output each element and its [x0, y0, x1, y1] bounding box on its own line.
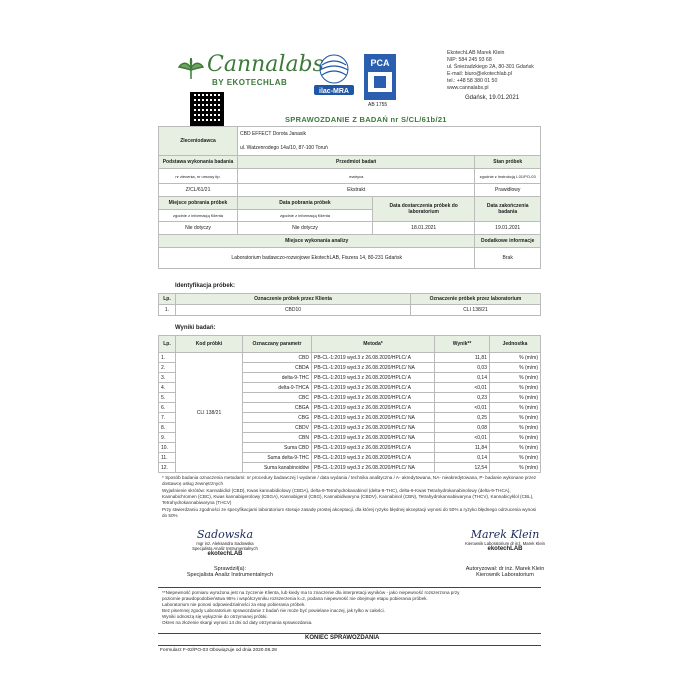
id-col-lab: Oznaczenie próbek przez laboratorium [411, 294, 541, 305]
company-email: E-mail: biuro@ekotechlab.pl [447, 71, 512, 77]
pca-logo [364, 54, 396, 105]
res-lp: 8. [159, 423, 176, 433]
left-signature: Sadowska [196, 528, 254, 541]
company-phone: tel.: +48 58 380 01 50 [447, 78, 498, 84]
id-col-client: Oznaczenie próbek przez Klienta [176, 294, 411, 305]
res-result: 0,25 [435, 413, 490, 423]
left-role [170, 566, 290, 578]
res-lp: 12. [159, 463, 176, 473]
method-notes [162, 475, 542, 519]
res-unit: % (m/m) [490, 423, 541, 433]
right-role-label: Autoryzował: dr inż. Marek Klein [465, 566, 545, 572]
res-unit: % (m/m) [490, 413, 541, 423]
id-row-lab: CLI 138/21 [411, 305, 541, 316]
client-address: ul. Watzenrodego 14a/10, 87-100 Toruń [238, 141, 541, 156]
report-title: SPRAWOZDANIE Z BADAŃ nr S/CL/61b/21 [285, 115, 447, 124]
basis-value: Z/CL/61/21 [159, 184, 238, 197]
logo-name: Cannalabs [207, 52, 324, 77]
basis-label: Podstawa wykonania badania [159, 156, 238, 169]
table-row [159, 305, 541, 316]
res-col-param: Oznaczany parametr [243, 336, 312, 353]
res-col-code: Kod próbki [176, 336, 243, 353]
state-sub: zgodnie z Instrukcją I-01/PO-03 [475, 169, 541, 184]
divider [158, 645, 541, 646]
res-method: PB-CL-1:2019 wyd.3 z 26.08.2020/HPLC/ NA [312, 363, 435, 373]
res-param: CBC [243, 393, 312, 403]
right-role [440, 566, 570, 578]
left-role-title: Specjalista Analiz Instrumentalnych [186, 572, 274, 578]
extra-info-value: Brak [475, 248, 541, 269]
client-label: Zleceniodawca [159, 127, 238, 156]
res-method: PB-CL-1:2019 wyd.3 z 26.08.2020/HPLC/ A [312, 393, 435, 403]
res-lp: 3. [159, 373, 176, 383]
disclaimer-line: Wyniki odnoszą się wyłącznie do otrzymanej próbki. [162, 614, 268, 619]
subject-sub: matryca [238, 169, 475, 184]
res-lp: 5. [159, 393, 176, 403]
extra-info-label: Dodatkowe informacje [475, 235, 541, 248]
res-result: 0,14 [435, 453, 490, 463]
res-method: PB-CL-1:2019 wyd.3 z 26.08.2020/HPLC/ NA [312, 423, 435, 433]
sampling-date-sub: zgodnie z informacją Klienta [238, 210, 373, 222]
left-signature-block [170, 528, 280, 557]
res-method: PB-CL-1:2019 wyd.3 z 26.08.2020/HPLC/ A [312, 373, 435, 383]
res-result: <0,01 [435, 383, 490, 393]
company-name: EkotechLAB Marek Klein [447, 50, 505, 56]
note-method: * Sposób badania oznaczenia metodami: nr procedury badawczej / wydanie / data wydania / technika analityczna / A- akredytowana, NA- nieakredytowana, P- badanie wykonane przez dostawcę usług zewnętrznych [162, 475, 537, 486]
res-method: PB-CL-1:2019 wyd.3 z 26.08.2020/HPLC/ A [312, 443, 435, 453]
divider [158, 587, 541, 588]
company-website: www.cannalabs.pl [447, 85, 489, 91]
res-method: PB-CL-1:2019 wyd.3 z 26.08.2020/HPLC/ A [312, 403, 435, 413]
disclaimer-line: **Niepewność pomiaru wyrażona jest na życzenie Klienta, lub kiedy ma to znaczenie dla interpretacji wyników - jako niepewność rozszerzona przy [162, 590, 460, 595]
res-col-unit: Jednostka [490, 336, 541, 353]
res-param: delta-9-THC [243, 373, 312, 383]
qr-code-icon [190, 92, 224, 126]
company-info [447, 50, 534, 92]
res-lp: 10. [159, 443, 176, 453]
disclaimer-line: Okres na złożenie skargi wynosi 14 dni od daty otrzymania sprawozdania. [162, 620, 313, 625]
res-method: PB-CL-1:2019 wyd.3 z 26.08.2020/HPLC/ NA [312, 413, 435, 423]
res-result: 12,54 [435, 463, 490, 473]
logo-subtitle: BY EKOTECHLAB [212, 78, 288, 87]
res-unit: % (m/m) [490, 383, 541, 393]
res-unit: % (m/m) [490, 403, 541, 413]
res-lp: 2. [159, 363, 176, 373]
res-unit: % (m/m) [490, 433, 541, 443]
basis-sub: nr zlecenia, nr umowy itp. [159, 169, 238, 184]
right-signature: Marek Klein [470, 528, 540, 541]
res-param: CBDV [243, 423, 312, 433]
res-lp: 6. [159, 403, 176, 413]
res-result: <0,01 [435, 403, 490, 413]
res-param: CBN [243, 433, 312, 443]
res-param: Suma kanabinoidów [243, 463, 312, 473]
disclaimer-line: Bez pisemnej zgody Laboratorium sprawozdanie z badań nie może być powielane inaczej, jak tylko w całości. [162, 608, 385, 613]
res-method: PB-CL-1:2019 wyd.3 z 26.08.2020/HPLC/ NA [312, 433, 435, 443]
identification-heading: Identyfikacja próbek: [175, 283, 236, 289]
info-table [158, 126, 541, 269]
res-param: CBDA [243, 363, 312, 373]
left-signer-name: mgr inż. Aleksandra Sadowska [196, 541, 254, 546]
id-col-lp: Lp. [159, 294, 176, 305]
sampling-date-label: Data pobrania próbek [238, 197, 373, 210]
analysis-place-label: Miejsce wykonania analizy [159, 235, 475, 248]
sampling-place-sub: zgodnie z informacją Klienta [159, 210, 238, 222]
sampling-place-value: Nie dotyczy [159, 222, 238, 235]
res-sample-code: CLI 138/21 [176, 353, 243, 473]
res-result: 0,03 [435, 363, 490, 373]
res-result: 0,08 [435, 423, 490, 433]
delivery-date-label: Data dostarczenia próbek do laboratorium [373, 197, 475, 222]
delivery-date-value: 18.01.2021 [373, 222, 475, 235]
table-row [159, 353, 541, 363]
res-unit: % (m/m) [490, 453, 541, 463]
divider [158, 633, 541, 634]
client-name: CBD EFFECT Dorota Janasik [238, 127, 541, 142]
res-unit: % (m/m) [490, 373, 541, 383]
disclaimer-line: poziomie prawdopodobieństwa 95% i współczynniku rozszerzenia k=2, podana niepewność nie obejmuje etapu pobierania próbek. [162, 596, 428, 601]
res-unit: % (m/m) [490, 443, 541, 453]
right-signer-name: Kierownik Laboratorium dr inż. Marek Klein [465, 541, 545, 546]
results-heading: Wyniki badań: [175, 325, 216, 331]
left-signer-title: Specjalista Analiz Instrumentalnych [192, 546, 258, 551]
res-param: Suma delta-9-THC [243, 453, 312, 463]
res-lp: 9. [159, 433, 176, 443]
disclaimer-line: Laboratorium nie ponosi odpowiedzialności za etap pobierania próbek. [162, 602, 306, 607]
left-brand: ekotechLAB [207, 551, 243, 557]
res-result: 11,81 [435, 353, 490, 363]
res-method: PB-CL-1:2019 wyd.3 z 26.08.2020/HPLC/ A [312, 383, 435, 393]
ab-number: AB 1755 [368, 102, 388, 108]
company-nip: NIP: 584 245 93 68 [447, 57, 492, 63]
res-method: PB-CL-1:2019 wyd.3 z 26.08.2020/HPLC/ A [312, 353, 435, 363]
res-param: CBGA [243, 403, 312, 413]
identification-table [158, 293, 541, 316]
state-value: Prawidłowy [475, 184, 541, 197]
res-lp: 4. [159, 383, 176, 393]
right-brand: ekotechLAB [487, 546, 523, 552]
svg-text:ilac-MRA: ilac-MRA [319, 88, 349, 95]
disclaimer [162, 590, 542, 626]
res-col-method: Metoda* [312, 336, 435, 353]
res-result: 0,23 [435, 393, 490, 403]
subject-value: Ekstrakt [238, 184, 475, 197]
res-col-result: Wynik** [435, 336, 490, 353]
res-param: delta-9-THCA [243, 383, 312, 393]
res-unit: % (m/m) [490, 363, 541, 373]
sampling-place-label: Miejsce pobrania próbek [159, 197, 238, 210]
end-of-report: KONIEC SPRAWOZDANIA [305, 635, 380, 641]
res-result: 0,14 [435, 373, 490, 383]
res-unit: % (m/m) [490, 463, 541, 473]
subject-label: Przedmiot badań [238, 156, 475, 169]
res-lp: 1. [159, 353, 176, 363]
res-lp: 7. [159, 413, 176, 423]
end-date-value: 19.01.2021 [475, 222, 541, 235]
res-result: 11,84 [435, 443, 490, 453]
logo-leaf-icon [178, 58, 204, 85]
results-table [158, 335, 541, 473]
form-number: Formularz F-02/PO-03 Obowiązuje od dnia 2020.08.28 [160, 648, 277, 653]
res-param: CBD [243, 353, 312, 363]
right-signature-block [450, 528, 560, 552]
analysis-place-value: Laboratorium badawczo-rozwojowe EkotechLAB, Fiszera 14, 80-231 Gdańsk [159, 248, 475, 269]
res-unit: % (m/m) [490, 393, 541, 403]
res-param: Suma CBD [243, 443, 312, 453]
id-row-lp: 1. [159, 305, 176, 316]
res-result: <0,01 [435, 433, 490, 443]
city-date: Gdańsk, 19.01.2021 [465, 95, 520, 101]
right-role-title: Kierownik Laboratorium [476, 572, 534, 578]
state-label: Stan próbek [475, 156, 541, 169]
ilac-mra-logo [312, 53, 356, 106]
id-row-client: CBD10 [176, 305, 411, 316]
res-method: PB-CL-1:2019 wyd.3 z 26.08.2020/HPLC/ NA [312, 463, 435, 473]
left-role-label: Sprawdził(a): [213, 566, 247, 572]
note-abbreviations: Wyjaśnienie skrótów: Kannabidiol (CBD), Kwas kannabidiolowy (CBDA), delta-9-Tetrahydrokanabinol (delta-9-THC), delta-9-Kwas Tetrahydrokanabinolowy (delta-9-THCA), Kannabichromen (CBC), Kwas kannabigerolowy (CBGA), Kannabigerol (CBG), Kannabidiwaryna (CBDV), Kannabinol (CBN), Tetrahydrokannabiwaryna (THCV), Kannabicyklol (CBL), Tetrahydrokannabiwaryna (THCV) [162, 488, 534, 505]
sampling-date-value: Nie dotyczy [238, 222, 373, 235]
res-col-lp: Lp. [159, 336, 176, 353]
svg-text:PCA: PCA [370, 58, 390, 68]
end-date-label: Data zakończenia badania [475, 197, 541, 222]
company-address: ul. Śnieżadzkiego 2A, 80-301 Gdańsk [447, 64, 534, 70]
res-param: CBG [243, 413, 312, 423]
res-method: PB-CL-1:2019 wyd.3 z 26.08.2020/HPLC/ A [312, 453, 435, 463]
res-lp: 11. [159, 453, 176, 463]
note-acceptance: Przy stwierdzaniu zgodności ze specyfikacjami laboratorium stosuje zasadę prostej akceptacji, dla której ryzyko błędnej akceptacji wynosi do 50% a ryzyko błędnego odrzucenia wynosi do 50% [162, 507, 537, 518]
res-unit: % (m/m) [490, 353, 541, 363]
